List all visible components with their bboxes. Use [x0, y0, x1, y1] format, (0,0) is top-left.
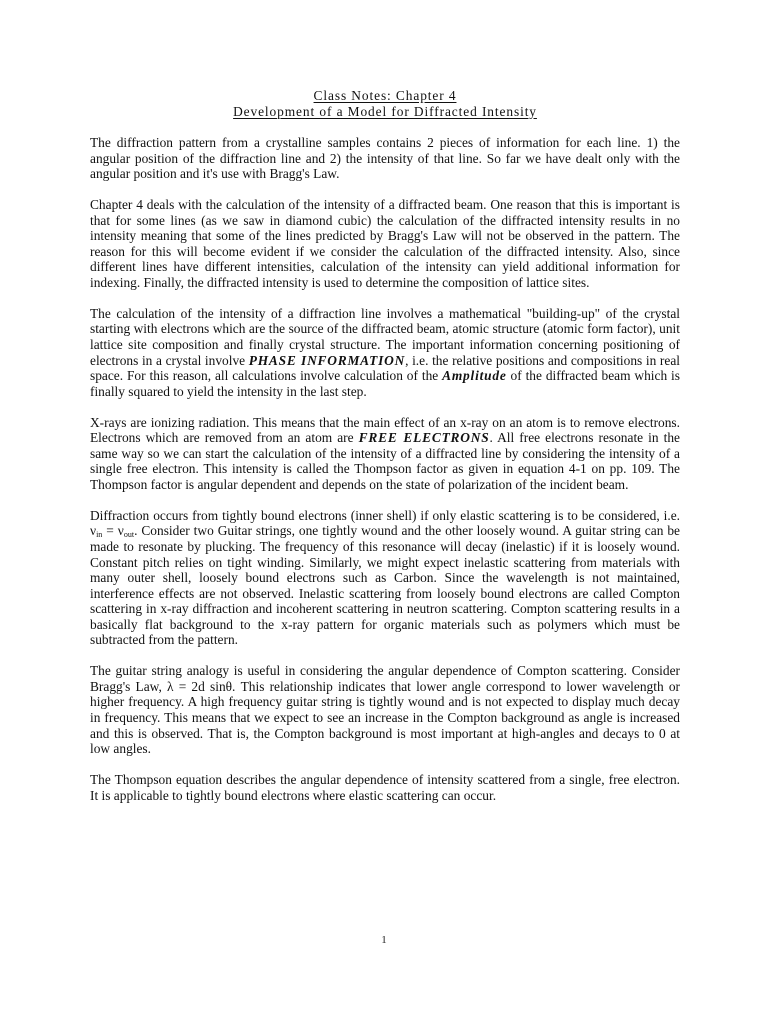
nu-symbol: ν	[90, 523, 97, 539]
p3-text-c: of the diffracted beam which is finally squared to yield the intensity in the last step.	[90, 368, 680, 399]
document-page	[90, 88, 680, 819]
paragraph-intensity-calculation	[90, 306, 680, 399]
paragraph-chapter-overview: Chapter 4 deals with the calculation of the intensity of a diffracted beam. One reason that this is important is that for some lines (as we saw in diamond cubic) the calculation of the diffracted intensity results in no intensity meaning that some of the lines predicted by Bragg's Law will not be observed in the pattern. The reason for this will become evident if we consider the calculation of the diffracted intensity. Also, since different lines have different intensities, calculation of the intensity can yield additional information for indexing. Finally, the diffracted intensity is used to determine the composition of lattice sites.	[90, 197, 680, 290]
title-line-subtitle: Development of a Model for Diffracted Intensity	[233, 103, 537, 119]
amplitude-emphasis: Amplitude	[442, 368, 507, 384]
p5-text-a: Diffraction occurs from tightly bound electrons (inner shell) if only elastic scattering is to be considered, i.e.	[90, 507, 680, 523]
p3-text-a: The calculation of the intensity of a diffraction line involves a mathematical "building-up" of the crystal starting with electrons which are the source of the diffracted beam, atomic structure (atomic form factor), unit lattice site composition and finally crystal structure. The important information concerning positioning of electrons in a crystal involve	[90, 305, 680, 368]
paragraph-guitar-analogy: The guitar string analogy is useful in considering the angular dependence of Compton scattering. Consider Bragg's Law, λ = 2d sinθ. This relationship indicates that lower angle correspond to lower wavelength or higher frequency. A high frequency guitar string is tightly wound and is not expected to display much decay in frequency. This means that we expect to see an increase in the Compton background as angle is increased and this is observed. That is, the Compton background is most important at high-angles and decays to 0 at low angles.	[90, 663, 680, 757]
title-line-chapter: Class Notes: Chapter 4	[313, 88, 457, 103]
subscript-in: in	[96, 530, 103, 540]
p3-text-b: , i.e. the relative positions and compositions in real space. For this reason, all calculations involve calculation of the	[90, 352, 680, 384]
paragraph-compton-scattering	[90, 508, 680, 648]
paragraph-intro: The diffraction pattern from a crystalline samples contains 2 pieces of information for each line. 1) the angular position of the diffraction line and 2) the intensity of that line. So far we have dealt only with the angular position and it's use with Bragg's Law.	[90, 135, 680, 182]
subscript-out: out	[123, 530, 135, 540]
page-number: 1	[381, 934, 387, 946]
p4-text-a: X-rays are ionizing radiation. This means that the main effect of an x-ray on an atom is to remove electrons. Electrons which are removed from an atom are	[90, 414, 680, 446]
document-title	[90, 88, 680, 119]
phase-information-emphasis: PHASE INFORMATION	[248, 352, 406, 368]
paragraph-thompson-equation: The Thompson equation describes the angular dependence of intensity scattered from a single, free electron. It is applicable to tightly bound electrons where elastic scattering can occur.	[90, 772, 680, 803]
free-electrons-emphasis: FREE ELECTRONS	[358, 430, 490, 446]
paragraph-xrays-free-electrons	[90, 415, 680, 493]
p5-text-b: . Consider two Guitar strings, one tightly wound and the other loosely wound. A guitar string can be made to resonate by plucking. The frequency of this resonance will decay (inelastic) if it is loosely wound. Constant pitch relies on tight winding. Similarly, we might expect inelastic scattering from materials with many outer shell, loosely bound electrons such as Carbon. Since the wavelength is not maintained, interference effects are not observed. Inelastic scattering from loosely bound electrons are called Compton scattering in x-ray diffraction and incoherent scattering in neutron scattering. Compton scattering results in a basically flat background to the x-ray pattern for organic materials such as polymers which must be subtracted from the pattern.	[90, 523, 680, 648]
equals-sign: =	[102, 523, 118, 539]
p4-text-b: . All free electrons resonate in the same way so we can start the calculation of the intensity of a diffracted line by considering the intensity of a single free electron. This intensity is called the Thompson factor as given in equation 4-1 on pp. 109. The Thompson factor is angular dependent and depends on the state of polarization of the incident beam.	[90, 430, 680, 492]
nu-symbol: ν	[117, 523, 124, 539]
